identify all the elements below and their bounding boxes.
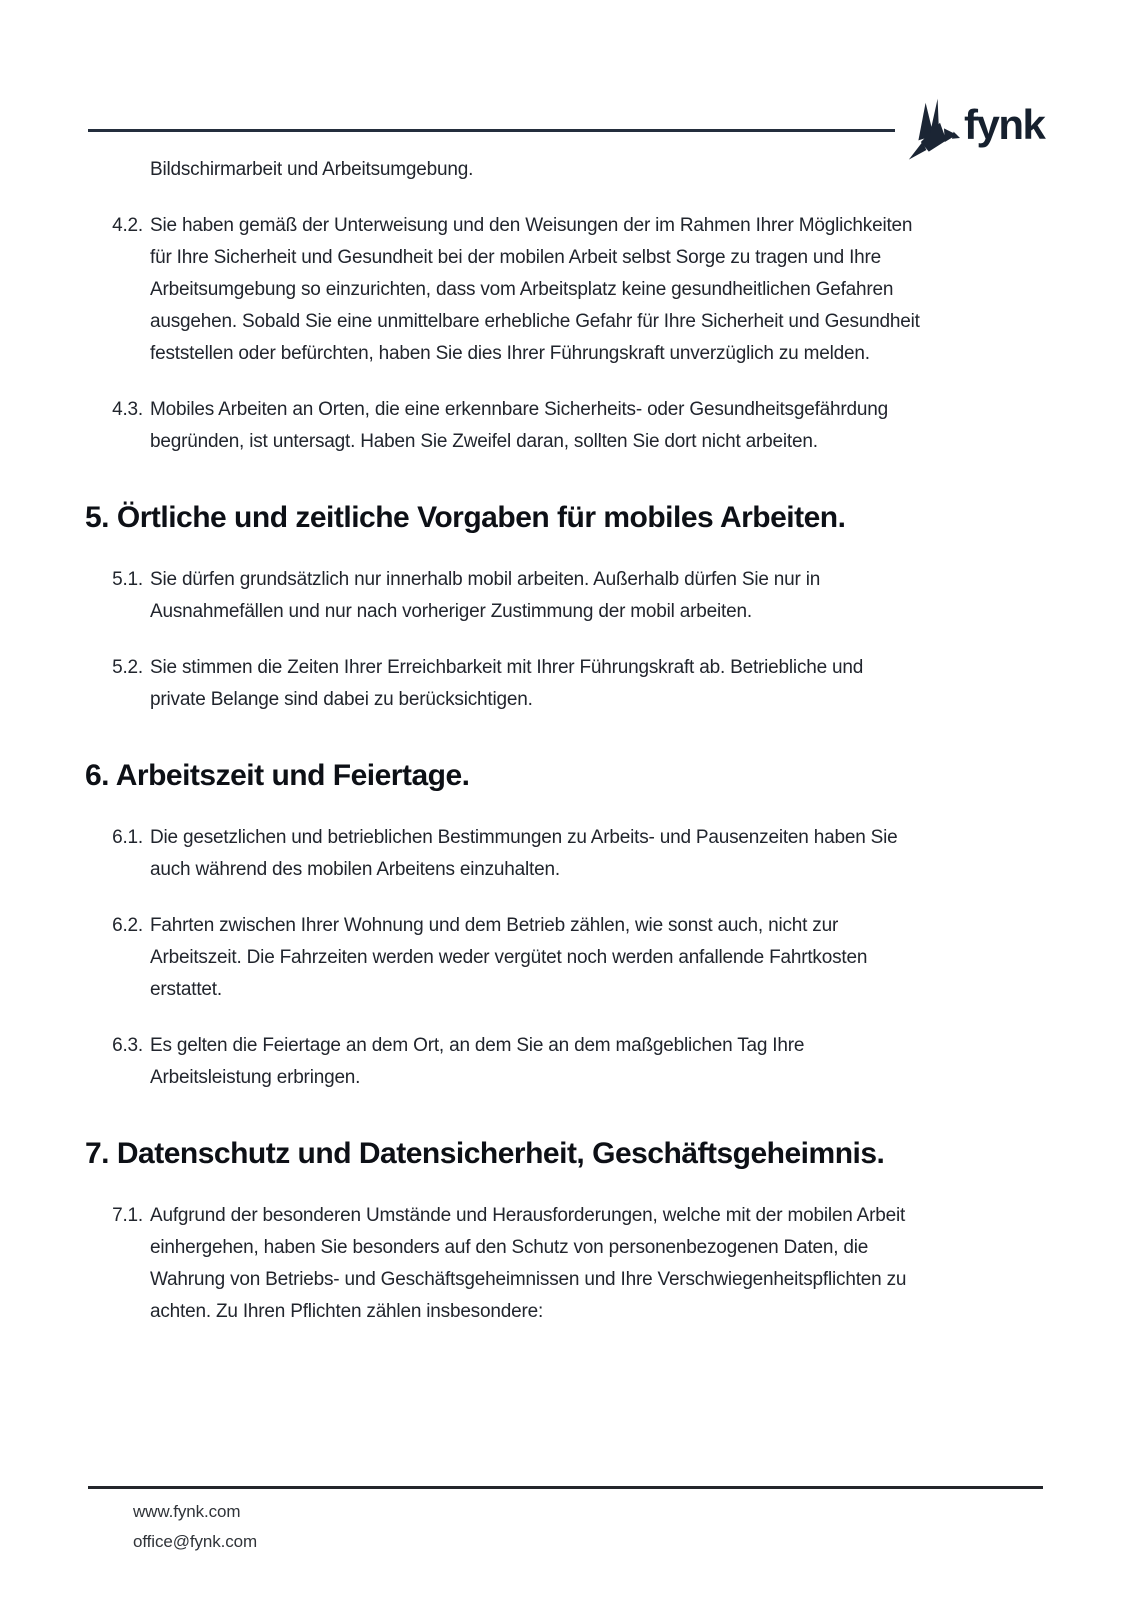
paragraph-line: einhergehen, haben Sie besonders auf den Schutz von personenbezogenen Daten, die — [150, 1237, 869, 1258]
list-item — [85, 394, 1037, 458]
list-item-number: 6.2. — [112, 915, 143, 936]
list-item — [85, 210, 1037, 370]
paragraph-line: feststellen oder befürchten, haben Sie dies Ihrer Führungskraft unverzüglich zu melden. — [150, 343, 870, 364]
paragraph-line: achten. Zu Ihren Pflichten zählen insbesondere: — [150, 1301, 544, 1322]
list-item-text — [150, 210, 920, 370]
list-item-number: 6.1. — [112, 827, 143, 848]
paragraph-line: Bildschirmarbeit und Arbeitsumgebung. — [150, 159, 474, 180]
paragraph-line: erstattet. — [150, 979, 222, 1000]
paragraph-line: Wahrung von Betriebs- und Geschäftsgeheimnissen und Ihre Verschwiegenheitspflichten zu — [150, 1269, 907, 1290]
brand-wordmark: fynk — [964, 101, 1045, 148]
list-item-text — [150, 822, 898, 886]
paragraph-line: auch während des mobilen Arbeitens einzuhalten. — [150, 859, 560, 880]
paragraph-line: Die gesetzlichen und betrieblichen Bestimmungen zu Arbeits- und Pausenzeiten haben Sie — [150, 827, 898, 848]
list-item-number: 6.3. — [112, 1035, 143, 1056]
list-item-text — [150, 564, 820, 628]
footer-email: office@fynk.com — [133, 1532, 258, 1551]
paragraph-line: Sie stimmen die Zeiten Ihrer Erreichbarkeit mit Ihrer Führungskraft ab. Betriebliche und — [150, 657, 864, 678]
list-item — [85, 822, 1037, 886]
document-section — [85, 1134, 1037, 1328]
list-item-number: 5.2. — [112, 657, 143, 678]
footer-website: www.fynk.com — [133, 1502, 241, 1521]
paragraph-line: Arbeitsumgebung so einzurichten, dass vom Arbeitsplatz keine gesundheitlichen Gefahren — [150, 279, 894, 300]
list-item — [85, 652, 1037, 716]
paragraph-line: Aufgrund der besonderen Umstände und Herausforderungen, welche mit der mobilen Arbeit — [150, 1205, 906, 1226]
list-item — [85, 1200, 1037, 1328]
section-heading: 5. Örtliche und zeitliche Vorgaben für mobiles Arbeiten. — [85, 501, 846, 534]
list-item-text — [150, 652, 863, 716]
list-item-text — [150, 1030, 804, 1094]
document-section — [85, 154, 1037, 458]
paragraph-line: private Belange sind dabei zu berücksichtigen. — [150, 689, 533, 710]
list-item — [85, 564, 1037, 628]
section-heading: 7. Datenschutz und Datensicherheit, Geschäftsgeheimnis. — [85, 1137, 885, 1170]
list-item-number: 4.3. — [112, 399, 143, 420]
section-heading: 6. Arbeitszeit und Feiertage. — [85, 759, 470, 792]
paragraph-line: Mobiles Arbeiten an Orten, die eine erkennbare Sicherheits- oder Gesundheitsgefährdung — [150, 399, 888, 420]
paragraph-line: Arbeitszeit. Die Fahrzeiten werden weder vergütet noch werden anfallende Fahrtkosten — [150, 947, 868, 968]
document-body — [85, 154, 1037, 1328]
footer-contact — [133, 1497, 257, 1557]
list-item — [85, 1030, 1037, 1094]
document-section — [85, 498, 1037, 716]
paragraph-line: Sie dürfen grundsätzlich nur innerhalb mobil arbeiten. Außerhalb dürfen Sie nur in — [150, 569, 821, 590]
paragraph-line: begründen, ist untersagt. Haben Sie Zweifel daran, sollten Sie dort nicht arbeiten. — [150, 431, 818, 452]
paragraph-line: Ausnahmefällen und nur nach vorheriger Zustimmung der mobil arbeiten. — [150, 601, 752, 622]
paragraph-line: Fahrten zwischen Ihrer Wohnung und dem Betrieb zählen, wie sonst auch, nicht zur — [150, 915, 839, 936]
list-item-number: 5.1. — [112, 569, 143, 590]
document-section — [85, 756, 1037, 1094]
paragraph-line: für Ihre Sicherheit und Gesundheit bei der mobilen Arbeit selbst Sorge zu tragen und Ihre — [150, 247, 882, 268]
paragraph-line: Arbeitsleistung erbringen. — [150, 1067, 361, 1088]
paragraph-line: Es gelten die Feiertage an dem Ort, an dem Sie an dem maßgeblichen Tag Ihre — [150, 1035, 805, 1056]
footer-divider-line — [88, 1486, 1043, 1489]
list-item-number: 7.1. — [112, 1205, 143, 1226]
paragraph-line: ausgehen. Sobald Sie eine unmittelbare erhebliche Gefahr für Ihre Sicherheit und Gesundheit — [150, 311, 920, 332]
header-divider-line — [88, 129, 895, 132]
list-item-number: 4.2. — [112, 215, 143, 236]
paragraph-line: Sie haben gemäß der Unterweisung und den Weisungen der im Rahmen Ihrer Möglichkeiten — [150, 215, 913, 236]
list-item — [85, 910, 1037, 1006]
list-item-text — [150, 1200, 906, 1328]
paragraph-continuation — [85, 154, 1037, 186]
list-item-text — [150, 910, 867, 1006]
list-item-text — [150, 394, 888, 458]
